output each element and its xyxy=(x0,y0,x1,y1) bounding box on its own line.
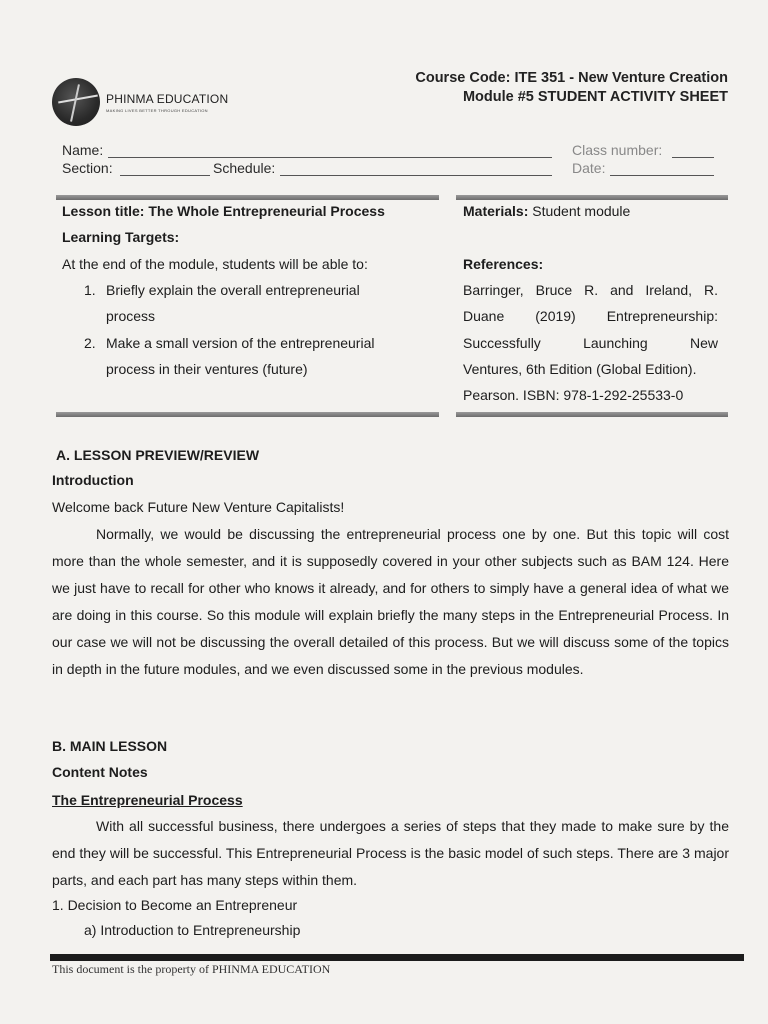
materials-value: Student module xyxy=(532,203,631,219)
target-1-number: 1. xyxy=(84,282,96,298)
section-b-heading: B. MAIN LESSON xyxy=(52,738,168,754)
intro-paragraph xyxy=(52,521,729,683)
logo-tagline: MAKING LIVES BETTER THROUGH EDUCATION xyxy=(106,108,208,113)
learning-targets-heading: Learning Targets: xyxy=(62,229,180,245)
target-2-number: 2. xyxy=(84,335,96,351)
lesson-title: Lesson title: The Whole Entrepreneurial Process xyxy=(62,203,385,219)
target-2-text: Make a small version of the entrepreneurial xyxy=(106,335,375,351)
intro-paragraph-text: Normally, we would be discussing the entrepreneurial process one by one. But this topic will cost more than the whole semester, and it is supposedly covered in your other subjects such as BAM 124. Here we just have to recall for other who knows it already, and for others to simply have a general idea of what we are doing in this course. So this module will explain briefly the many steps in the Entrepreneurial Process. In our case we will not be discussing the overall detailed of this process. But we will discuss some of the topics in depth in the future modules, and we even discussed some in the previous modules. xyxy=(52,526,729,677)
references-heading: References: xyxy=(463,256,544,272)
reference-line-3: Successfully Launching New xyxy=(463,335,718,351)
phinma-logo-icon xyxy=(52,78,100,126)
list-item-1: 1. Decision to Become an Entrepreneur xyxy=(52,897,298,913)
materials xyxy=(463,198,630,224)
logo-name: PHINMA EDUCATION xyxy=(106,92,229,106)
date-field[interactable] xyxy=(610,175,714,176)
reference-line-4: Ventures, 6th Edition (Global Edition). xyxy=(463,361,697,377)
targets-intro: At the end of the module, students will be able to: xyxy=(62,256,368,272)
footer-text: This document is the property of PHINMA EDUCATION xyxy=(52,962,331,976)
date-label: Date: xyxy=(572,160,606,176)
topic-heading: The Entrepreneurial Process xyxy=(52,792,243,808)
left-box-bottom-bar xyxy=(56,412,439,417)
main-paragraph xyxy=(52,813,729,894)
name-field[interactable] xyxy=(108,157,552,158)
reference-line-2: Duane (2019) Entrepreneurship: xyxy=(463,308,718,324)
footer-bar xyxy=(50,954,744,961)
content-notes-heading: Content Notes xyxy=(52,764,148,780)
right-box-bottom-bar xyxy=(456,412,728,417)
target-2-text-cont: process in their ventures (future) xyxy=(106,361,308,377)
schedule-field[interactable] xyxy=(280,175,552,176)
class-number-field[interactable] xyxy=(672,157,714,158)
introduction-heading: Introduction xyxy=(52,472,134,488)
target-1-text-cont: process xyxy=(106,308,156,324)
materials-label: Materials: xyxy=(463,203,529,219)
section-a-heading: A. LESSON PREVIEW/REVIEW xyxy=(56,447,260,463)
class-number-label: Class number: xyxy=(572,142,663,158)
reference-line-1: Barringer, Bruce R. and Ireland, R. xyxy=(463,282,718,298)
module-title: Module #5 STUDENT ACTIVITY SHEET xyxy=(462,89,728,105)
target-1-text: Briefly explain the overall entrepreneurial xyxy=(106,282,360,298)
list-item-1a: a) Introduction to Entrepreneurship xyxy=(84,922,301,938)
schedule-label: Schedule: xyxy=(213,160,276,176)
name-label: Name: xyxy=(62,142,104,158)
welcome-text: Welcome back Future New Venture Capitalists! xyxy=(52,499,345,515)
section-field[interactable] xyxy=(120,175,210,176)
section-label: Section: xyxy=(62,160,113,176)
main-paragraph-text: With all successful business, there undergoes a series of steps that they made to make sure by the end they will be successful. This Entrepreneurial Process is the basic model of such steps. There are 3 major parts, and each part has many steps within them. xyxy=(52,818,729,888)
course-code: Course Code: ITE 351 - New Venture Creation xyxy=(415,70,728,86)
reference-line-5: Pearson. ISBN: 978-1-292-25533-0 xyxy=(463,387,684,403)
